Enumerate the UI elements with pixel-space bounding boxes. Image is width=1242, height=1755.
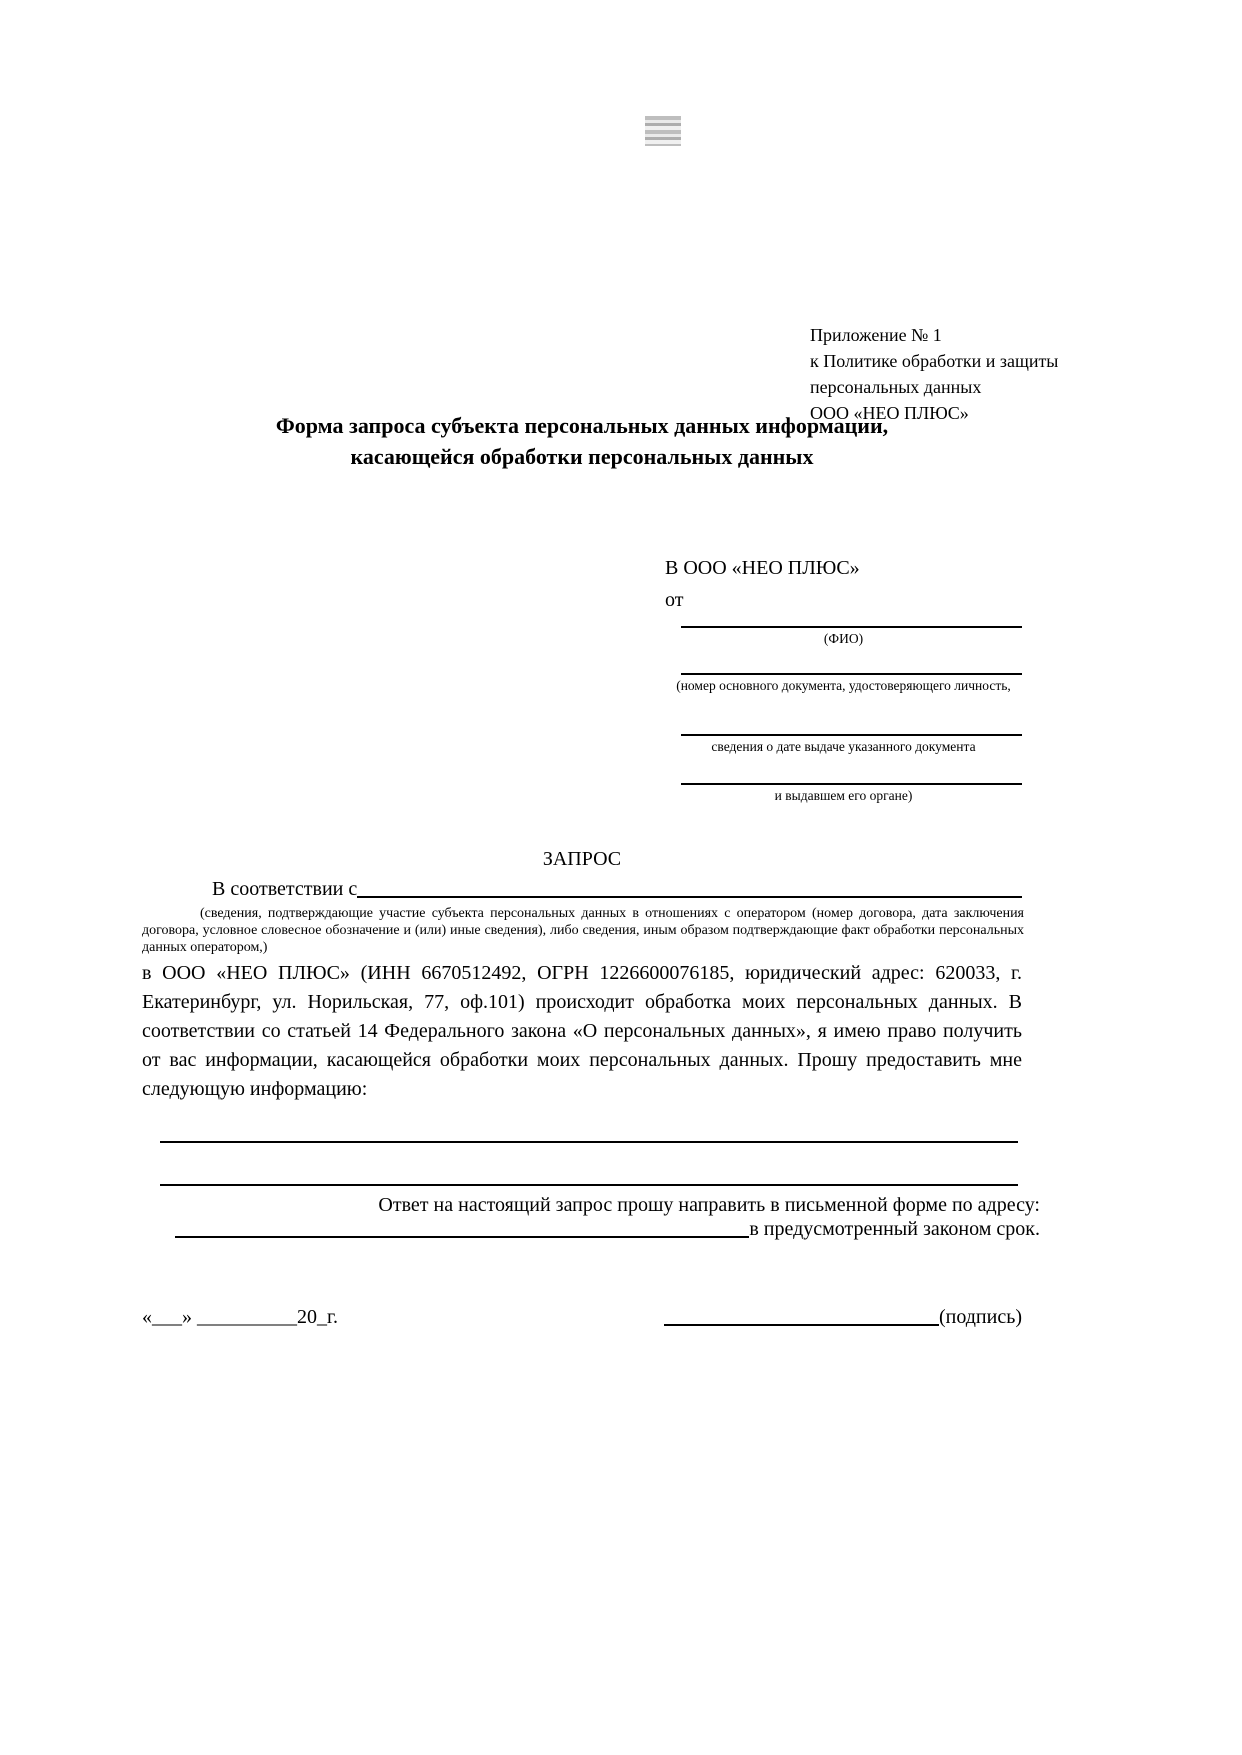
issuing-authority-caption: и выдавшем его органе) — [774, 788, 913, 803]
reply-deadline-text: в предусмотренный законом срок. — [749, 1218, 1040, 1240]
document-title — [142, 410, 1022, 472]
addressee-from-label: от — [665, 589, 684, 611]
fio-caption: (ФИО) — [823, 631, 864, 646]
document-title-line: касающейся обработки персональных данных — [350, 444, 814, 469]
annex-line: Приложение № 1 — [810, 325, 942, 345]
document-title-line: Форма запроса субъекта персональных данных информации, — [275, 413, 889, 438]
signature-blank-line — [664, 1324, 939, 1326]
body-paragraph: в ООО «НЕО ПЛЮС» (ИНН 6670512492, ОГРН 1226600076185, юридический адрес: 620033, г. Екатеринбург, ул. Норильская, 77, оф.101) происходит обработка моих персональных данных. В соответствии со статьей 14 Федерального закона «О персональных данных», я имею право получить от вас информации, касающейся обработки моих персональных данных. Прошу предоставить мне следующую информацию: — [142, 962, 1022, 1100]
info-blank-line-2 — [160, 1184, 1018, 1186]
intro-label: В соответствии с — [212, 878, 358, 900]
address-blank-line — [175, 1236, 749, 1238]
reply-address-text: Ответ на настоящий запрос прошу направить в письменной форме по адресу: — [378, 1194, 1040, 1216]
signature-group — [664, 1306, 1022, 1329]
annex-line: ООО «НЕО ПЛЮС» — [810, 403, 969, 423]
note-text: (сведения, подтверждающие участие субъекта персональных данных в отношениях с оператором (номер договора, дата заключения договора, условное словесное обозначение и (или) иные сведения), либо сведения, иным образом подтверждающие факт обработки персональных данных оператором,) — [142, 906, 1024, 955]
signature-caption: (подпись) — [938, 1306, 1022, 1328]
date-blank-field: «___» __________20_г. — [142, 1306, 338, 1328]
signature-row — [142, 1306, 1022, 1329]
annex-line: персональных данных — [810, 377, 982, 397]
addressee-block — [665, 556, 1022, 804]
info-blank-line-1 — [160, 1141, 1018, 1143]
annex-line: к Политике обработки и защиты — [810, 351, 1059, 371]
doc-number-caption: (номер основного документа, удостоверяющего личность, — [676, 678, 1011, 693]
request-heading: ЗАПРОС — [542, 848, 622, 870]
intro-blank-line — [357, 896, 1022, 898]
addressee-to: В ООО «НЕО ПЛЮС» — [665, 557, 860, 579]
reply-deadline-row — [175, 1218, 1040, 1241]
logo-image — [645, 116, 681, 146]
intro-row — [142, 878, 1022, 901]
issue-date-caption: сведения о дате выдаче указанного документа — [711, 739, 976, 754]
